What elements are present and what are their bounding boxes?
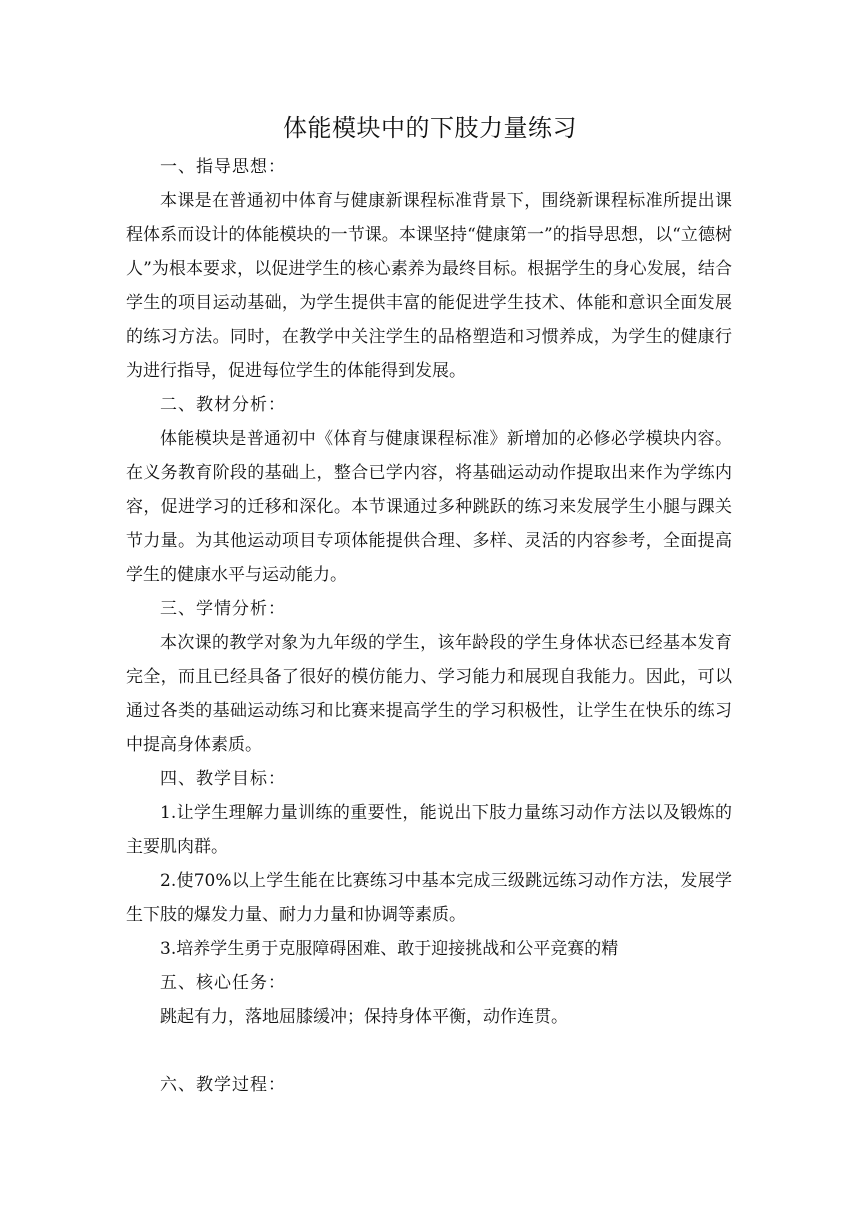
section-heading-teaching-process: 六、教学过程：: [160, 1075, 286, 1095]
document-title: 体能模块中的下肢力量练习: [283, 114, 577, 142]
section-spacer: [126, 1034, 732, 1068]
teaching-objective-item-1: 1.让学生理解力量训练的重要性，能说出下肢力量练习动作方法以及锻炼的主要肌肉群。: [126, 803, 732, 857]
material-analysis-paragraph: 体能模块是普通初中《体育与健康课程标准》新增加的必修必学模块内容。在义务教育阶段的基础上，整合已学内容，将基础运动动作提取出来作为学练内容，促进学习的迁移和深化。本节课通过多种跳跃的练习来发展学生小腿与踝关节力量。为其他运动项目专项体能提供合理、多样、灵活的内容参考，全面提高学生的健康水平与运动能力。: [126, 429, 732, 585]
teaching-objective-item-3: 3.培养学生勇于克服障碍困难、敢于迎接挑战和公平竞赛的精: [160, 939, 619, 959]
guiding-ideology-paragraph: 本课是在普通初中体育与健康新课程标准背景下，围绕新课程标准所提出课程体系而设计的体能模块的一节课。本课坚持“健康第一”的指导思想，以“立德树人”为根本要求，以促进学生的核心素养为最终目标。根据学生的身心发展，结合学生的项目运动基础，为学生提供丰富的能促进学生技术、体能和意识全面发展的练习方法。同时，在教学中关注学生的品格塑造和习惯养成，为学生的健康行为进行指导，促进每位学生的体能得到发展。: [126, 191, 732, 381]
student-analysis-paragraph: 本次课的教学对象为九年级的学生，该年龄段的学生身体状态已经基本发育完全，而且已经具备了很好的模仿能力、学习能力和展现自我能力。因此，可以通过各类的基础运动练习和比赛来提高学生的学习积极性，让学生在快乐的练习中提高身体素质。: [126, 633, 732, 755]
section-heading-student-analysis: 三、学情分析：: [160, 599, 286, 619]
core-task-paragraph: 跳起有力，落地屈膝缓冲；保持身体平衡，动作连贯。: [160, 1007, 568, 1027]
section-heading-guiding-ideology: 一、指导思想：: [160, 157, 286, 177]
teaching-objective-item-2: 2.使70%以上学生能在比赛练习中基本完成三级跳远练习动作方法，发展学生下肢的爆发力量、耐力力量和协调等素质。: [126, 871, 732, 925]
section-heading-material-analysis: 二、教材分析：: [160, 395, 286, 415]
section-heading-teaching-objectives: 四、教学目标：: [160, 769, 286, 789]
section-heading-core-task: 五、核心任务：: [160, 973, 286, 993]
document-body: [126, 150, 732, 1102]
